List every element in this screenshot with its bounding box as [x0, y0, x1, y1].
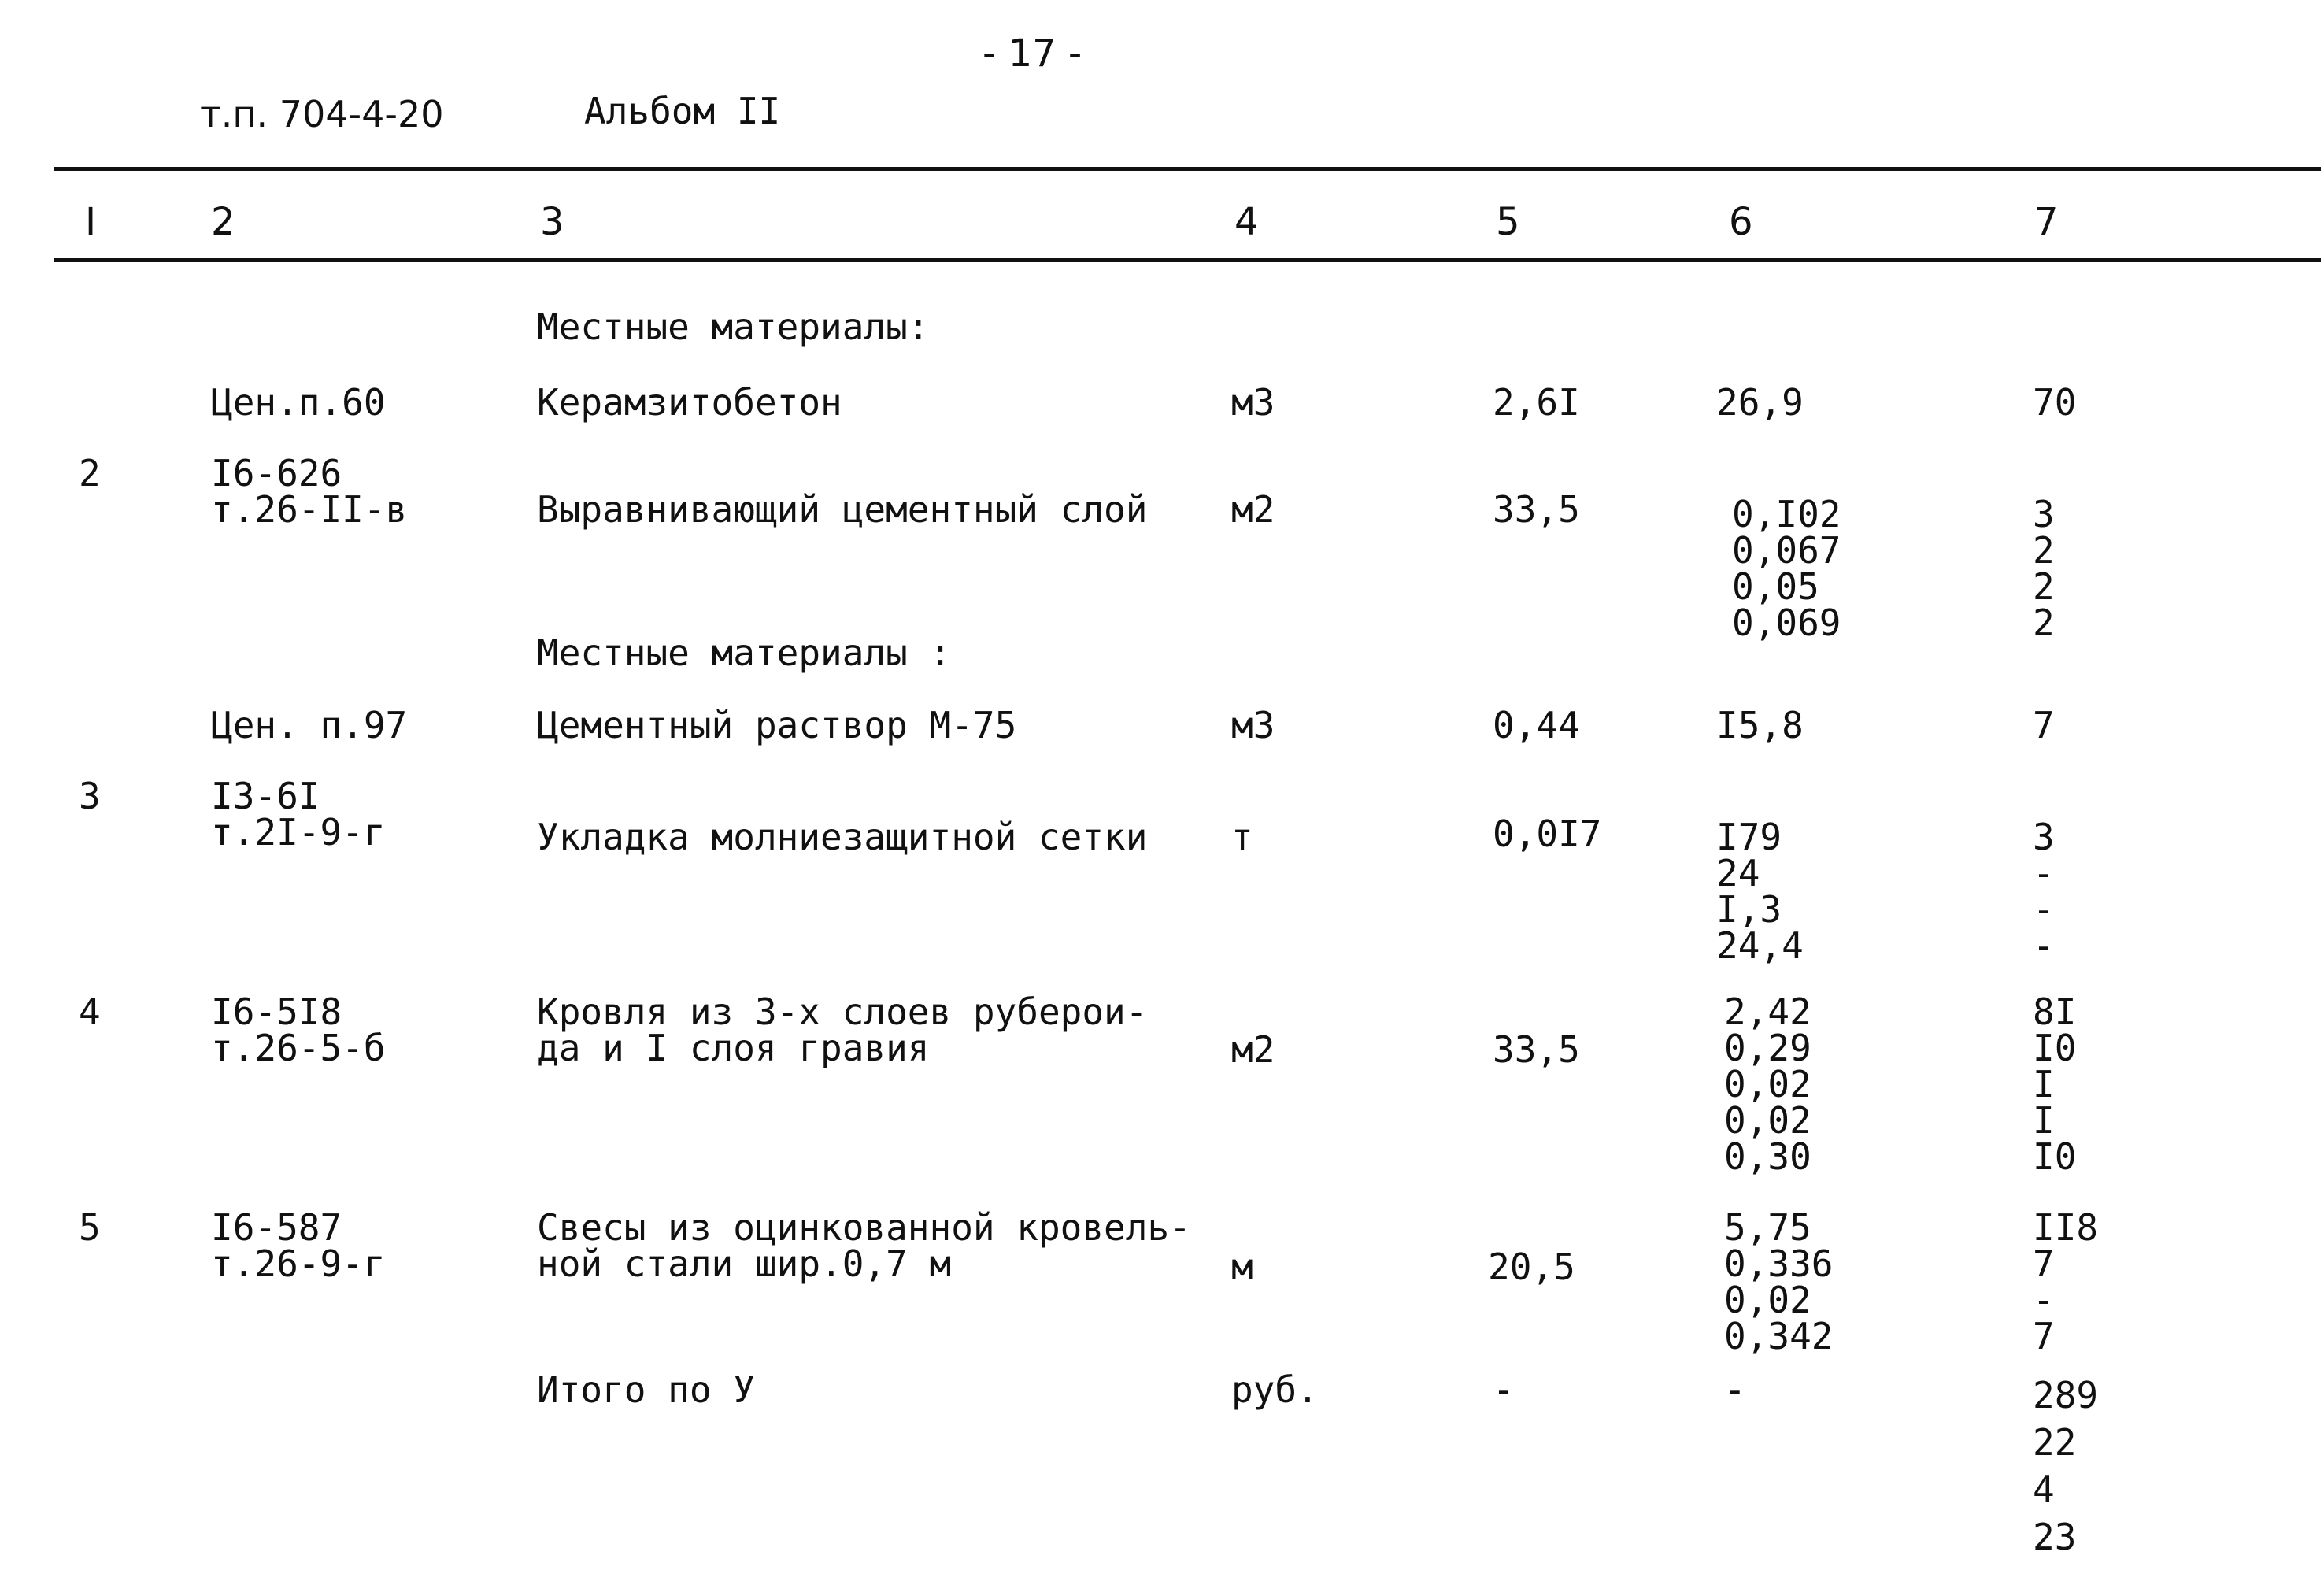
top-rule: [54, 167, 2321, 171]
row-7-name: [537, 1206, 1191, 1285]
row-2-c6: 0,I02 0,067 0,05 0,069: [1732, 493, 1841, 644]
row-5-num: 3: [79, 775, 101, 817]
row-4-name: Цементный раствор М-75: [537, 704, 1017, 746]
row-4-qty: 0,44: [1493, 704, 1580, 746]
row-7-num: 5: [79, 1206, 101, 1249]
row-1-unit: м3: [1231, 381, 1275, 424]
row-4-c7: 7: [2033, 704, 2055, 746]
row-2-c7: 3 2 2 2: [2033, 493, 2055, 644]
row-5-name: Укладка молниезащитной сетки: [537, 816, 1148, 858]
row-6-name-line-2: да и I слоя гравия: [537, 1027, 930, 1069]
row-6-c7: 8I I0 I I I0: [2033, 990, 2077, 1178]
row-2-qty: 33,5: [1493, 488, 1580, 531]
row-7-c7: II8 7 - 7: [2033, 1206, 2099, 1357]
header-rule: [54, 258, 2321, 262]
row-4-c6: I5,8: [1716, 704, 1804, 746]
row-5-code: I3-6I т.2I-9-г: [211, 775, 386, 853]
row-1-c6: 26,9: [1716, 381, 1804, 424]
row-0-name: Местные материалы:: [537, 305, 930, 348]
row-1-c7: 70: [2033, 381, 2077, 424]
row-6-name: [537, 990, 1148, 1069]
row-6-qty: 33,5: [1493, 1028, 1580, 1071]
row-8-c6: -: [1724, 1368, 1746, 1411]
doc-code: т.п. 704-4-20: [200, 93, 444, 135]
col-header-2: 2: [211, 200, 235, 244]
row-2-name: Выравнивающий цементный слой: [537, 488, 1148, 531]
row-6-code: I6-5I8 т.26-5-б: [211, 990, 386, 1069]
row-7-qty: 20,5: [1488, 1246, 1575, 1288]
row-1-code: Цен.п.60: [211, 381, 386, 424]
row-8-qty: -: [1493, 1368, 1515, 1411]
row-2-num: 2: [79, 452, 101, 494]
col-header-3: 3: [540, 200, 564, 244]
page-number: - 17 -: [983, 31, 1082, 76]
col-header-7: 7: [2034, 200, 2059, 244]
row-7-c6: 5,75 0,336 0,02 0,342: [1724, 1206, 1834, 1357]
row-7-unit: м: [1231, 1246, 1253, 1288]
row-2-code: I6-626 т.26-II-в: [211, 452, 408, 531]
row-5-c6: I79 24 I,3 24,4: [1716, 816, 1804, 967]
row-6-num: 4: [79, 990, 101, 1033]
row-8-name: Итого по У: [537, 1368, 755, 1411]
row-6-unit: м2: [1231, 1028, 1275, 1071]
col-header-6: 6: [1729, 200, 1753, 244]
row-7-name-line-1: Свесы из оцинкованной кровель-: [537, 1206, 1191, 1249]
row-4-unit: м3: [1231, 704, 1275, 746]
row-3-name: Местные материалы :: [537, 631, 952, 674]
row-1-qty: 2,6I: [1493, 381, 1580, 424]
row-1-name: Керамзитобетон: [537, 381, 842, 424]
row-5-qty: 0,0I7: [1493, 813, 1602, 855]
row-6-c6: 2,42 0,29 0,02 0,02 0,30: [1724, 990, 1811, 1178]
row-4-code: Цен. п.97: [211, 704, 408, 746]
row-5-unit: т: [1231, 816, 1253, 858]
row-7-name-line-2: ной стали шир.0,7 м: [537, 1242, 952, 1285]
row-5-c7: 3 - - -: [2033, 816, 2055, 967]
col-header-5: 5: [1496, 200, 1520, 244]
col-header-1: I: [85, 200, 97, 244]
row-6-name-line-1: Кровля из 3-х слоев руберои-: [537, 990, 1148, 1033]
row-8-c7: 289 22 4 23: [2033, 1374, 2099, 1558]
row-8-unit: руб.: [1231, 1368, 1319, 1411]
row-2-unit: м2: [1231, 488, 1275, 531]
album-label: Альбом II: [584, 90, 781, 132]
row-7-code: I6-587 т.26-9-г: [211, 1206, 386, 1285]
col-header-4: 4: [1234, 200, 1259, 244]
